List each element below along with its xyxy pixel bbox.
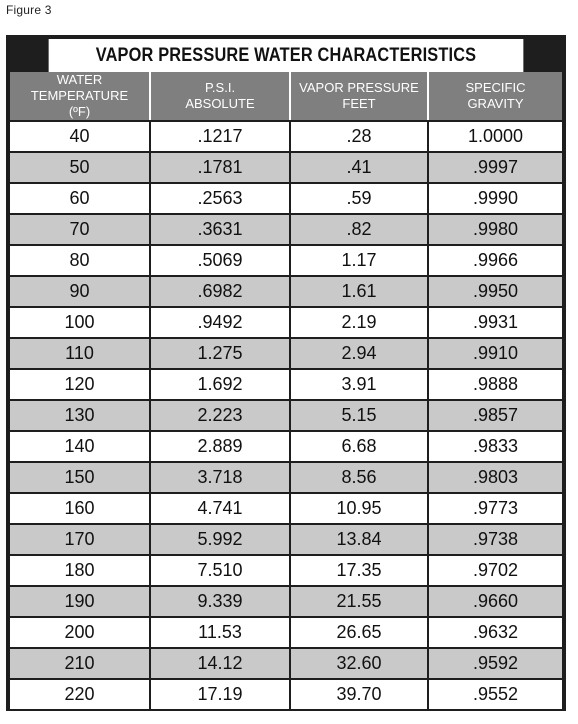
cell-temperature: 150 [10,462,150,493]
table-row [10,183,562,214]
table-row [10,431,562,462]
cell-psi-absolute: .3631 [150,214,290,245]
table-row [10,400,562,431]
cell-temperature: 220 [10,679,150,709]
header-line: SPECIFIC [465,80,526,95]
cell-vapor-pressure-feet: .82 [290,214,428,245]
header-line: P.S.I. [204,80,236,95]
cell-temperature: 200 [10,617,150,648]
header-line: VAPOR PRESSURE [299,80,419,95]
cell-vapor-pressure-feet: 2.94 [290,338,428,369]
cell-vapor-pressure-feet: 39.70 [290,679,428,709]
cell-specific-gravity: .9990 [428,183,562,214]
cell-specific-gravity: .9950 [428,276,562,307]
cell-psi-absolute: 1.692 [150,369,290,400]
cell-psi-absolute: .1217 [150,121,290,152]
cell-temperature: 70 [10,214,150,245]
cell-temperature: 160 [10,493,150,524]
cell-specific-gravity: .9803 [428,462,562,493]
table-row [10,338,562,369]
cell-psi-absolute: 17.19 [150,679,290,709]
cell-specific-gravity: .9773 [428,493,562,524]
header-vapor-pressure-feet [290,72,428,121]
vapor-pressure-table [10,72,562,709]
cell-specific-gravity: .9997 [428,152,562,183]
table-row [10,679,562,709]
cell-temperature: 50 [10,152,150,183]
table-row [10,214,562,245]
cell-vapor-pressure-feet: 26.65 [290,617,428,648]
cell-vapor-pressure-feet: 6.68 [290,431,428,462]
table-row [10,369,562,400]
cell-specific-gravity: .9660 [428,586,562,617]
cell-vapor-pressure-feet: 1.17 [290,245,428,276]
header-line: (ºF) [68,104,91,119]
cell-psi-absolute: 1.275 [150,338,290,369]
cell-specific-gravity: .9738 [428,524,562,555]
cell-specific-gravity: .9966 [428,245,562,276]
table-header-row [10,72,562,121]
table-row [10,121,562,152]
cell-psi-absolute: 3.718 [150,462,290,493]
header-specific-gravity [428,72,562,121]
cell-psi-absolute: .1781 [150,152,290,183]
cell-temperature: 100 [10,307,150,338]
cell-vapor-pressure-feet: 3.91 [290,369,428,400]
cell-psi-absolute: .2563 [150,183,290,214]
cell-vapor-pressure-feet: 2.19 [290,307,428,338]
header-line: ABSOLUTE [185,96,255,111]
cell-temperature: 140 [10,431,150,462]
cell-specific-gravity: .9980 [428,214,562,245]
cell-psi-absolute: .6982 [150,276,290,307]
cell-specific-gravity: .9888 [428,369,562,400]
cell-psi-absolute: 4.741 [150,493,290,524]
table-row [10,276,562,307]
table-row [10,462,562,493]
cell-psi-absolute: 14.12 [150,648,290,679]
cell-temperature: 110 [10,338,150,369]
cell-specific-gravity: .9632 [428,617,562,648]
table-row [10,586,562,617]
cell-temperature: 90 [10,276,150,307]
table-row [10,493,562,524]
cell-temperature: 170 [10,524,150,555]
cell-vapor-pressure-feet: .59 [290,183,428,214]
header-line: GRAVITY [467,96,524,111]
cell-specific-gravity: .9592 [428,648,562,679]
cell-specific-gravity: .9910 [428,338,562,369]
cell-specific-gravity: 1.0000 [428,121,562,152]
table-row [10,524,562,555]
cell-vapor-pressure-feet: .28 [290,121,428,152]
cell-temperature: 60 [10,183,150,214]
cell-specific-gravity: .9857 [428,400,562,431]
cell-vapor-pressure-feet: 10.95 [290,493,428,524]
cell-vapor-pressure-feet: 8.56 [290,462,428,493]
cell-psi-absolute: 7.510 [150,555,290,586]
cell-vapor-pressure-feet: 1.61 [290,276,428,307]
cell-temperature: 180 [10,555,150,586]
cell-specific-gravity: .9833 [428,431,562,462]
table-title: VAPOR PRESSURE WATER CHARACTERISTICS [49,39,524,72]
cell-specific-gravity: .9931 [428,307,562,338]
header-water-temperature [10,72,150,121]
cell-psi-absolute: 2.223 [150,400,290,431]
cell-vapor-pressure-feet: 13.84 [290,524,428,555]
cell-vapor-pressure-feet: .41 [290,152,428,183]
cell-vapor-pressure-feet: 5.15 [290,400,428,431]
table-row [10,307,562,338]
cell-psi-absolute: .9492 [150,307,290,338]
header-line: FEET [342,96,376,111]
cell-vapor-pressure-feet: 17.35 [290,555,428,586]
cell-temperature: 120 [10,369,150,400]
cell-psi-absolute: 9.339 [150,586,290,617]
cell-specific-gravity: .9552 [428,679,562,709]
cell-temperature: 190 [10,586,150,617]
table-row [10,245,562,276]
cell-specific-gravity: .9702 [428,555,562,586]
cell-temperature: 130 [10,400,150,431]
cell-temperature: 40 [10,121,150,152]
cell-vapor-pressure-feet: 32.60 [290,648,428,679]
cell-psi-absolute: 11.53 [150,617,290,648]
header-psi-absolute [150,72,290,121]
table-body [10,121,562,709]
cell-temperature: 210 [10,648,150,679]
vapor-pressure-table-frame [6,35,566,711]
table-row [10,648,562,679]
figure-label: Figure 3 [6,3,52,17]
cell-psi-absolute: .5069 [150,245,290,276]
table-row [10,152,562,183]
cell-temperature: 80 [10,245,150,276]
cell-psi-absolute: 2.889 [150,431,290,462]
cell-psi-absolute: 5.992 [150,524,290,555]
cell-vapor-pressure-feet: 21.55 [290,586,428,617]
header-line: WATER TEMPERATURE [30,72,129,103]
table-row [10,617,562,648]
table-row [10,555,562,586]
